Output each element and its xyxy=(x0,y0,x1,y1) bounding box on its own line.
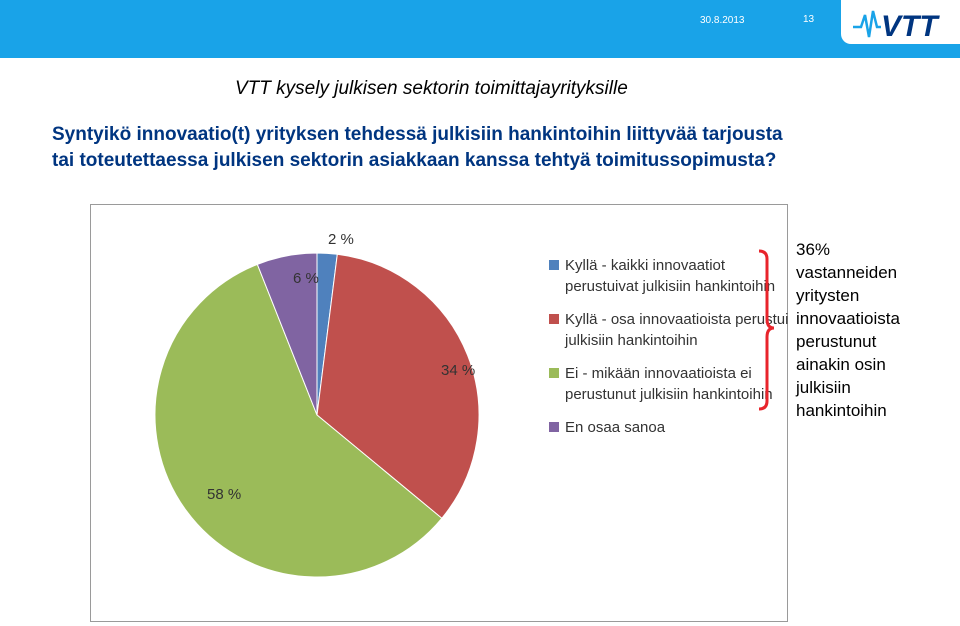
legend-label: Kyllä - kaikki innovaatiot perustuivat julkisiin hankintoihin xyxy=(565,257,776,295)
slide-date: 30.8.2013 xyxy=(700,15,745,26)
chart-legend xyxy=(549,255,789,450)
data-label: 6 % xyxy=(293,270,319,287)
note-line: vastanneiden xyxy=(796,263,898,282)
note-line: hankintoihin xyxy=(796,401,887,420)
note-line: perustunut xyxy=(796,332,877,351)
summary-note xyxy=(796,238,956,422)
bracket-icon xyxy=(757,249,775,411)
note-line: julkisiin xyxy=(796,378,851,397)
legend-swatch xyxy=(549,368,559,378)
legend-label: Kyllä - osa innovaatioista perustui julkisiin hankintoihin xyxy=(565,311,789,349)
vtt-logo-icon xyxy=(851,5,951,41)
slide-subtitle: VTT kysely julkisen sektorin toimittajayrityksille xyxy=(235,78,628,99)
note-line: innovaatioista xyxy=(796,309,900,328)
legend-swatch xyxy=(549,260,559,270)
note-line: ainakin osin xyxy=(796,355,886,374)
legend-swatch xyxy=(549,314,559,324)
question-line-2: tai toteutettaessa julkisen sektorin asiakkaan kanssa tehtyä toimitussopimusta? xyxy=(52,150,777,171)
logo-text: VTT xyxy=(881,10,938,41)
data-label: 2 % xyxy=(328,231,354,248)
question-title xyxy=(52,122,932,174)
data-label: 34 % xyxy=(441,362,476,379)
legend-item xyxy=(549,309,789,351)
legend-item xyxy=(549,255,789,297)
vtt-logo xyxy=(841,0,960,44)
question-line-1: Syntyikö innovaatio(t) yrityksen tehdessä julkisiin hankintoihin liittyvää tarjousta xyxy=(52,124,783,145)
legend-label: En osaa sanoa xyxy=(565,419,666,436)
chart-frame xyxy=(90,204,788,622)
header-bar xyxy=(0,0,960,58)
legend-item xyxy=(549,417,789,438)
note-line: yritysten xyxy=(796,286,860,305)
legend-swatch xyxy=(549,422,559,432)
legend-label: Ei - mikään innovaatioista ei perustunut julkisiin hankintoihin xyxy=(565,365,773,403)
note-line: 36% xyxy=(796,240,831,259)
legend-item xyxy=(549,363,789,405)
page-number: 13 xyxy=(803,14,815,25)
pie-chart xyxy=(91,205,551,623)
data-label: 58 % xyxy=(207,486,242,503)
